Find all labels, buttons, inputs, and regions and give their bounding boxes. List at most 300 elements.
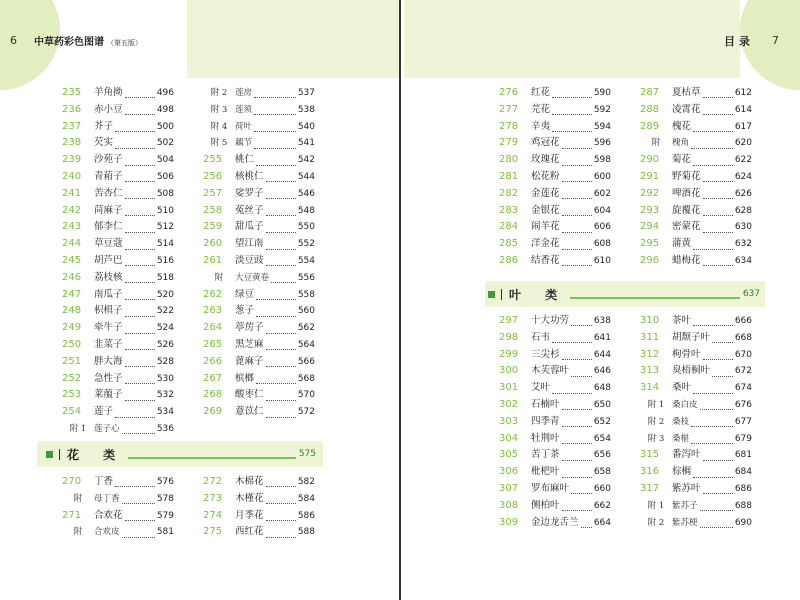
- entry-name: 桑叶: [672, 382, 692, 394]
- entry-page: 672: [734, 366, 752, 377]
- section-header-leaves[interactable]: [488, 283, 760, 305]
- entry-number: 249: [62, 322, 82, 334]
- toc-entry[interactable]: [640, 85, 752, 102]
- toc-entry[interactable]: [62, 186, 174, 203]
- entry-page: 686: [734, 483, 752, 494]
- entry-appendix-label: 附 4: [210, 121, 228, 132]
- entry-page: 548: [297, 205, 315, 216]
- toc-entry[interactable]: [62, 404, 174, 421]
- section-header-flowers[interactable]: [46, 443, 316, 465]
- entry-page: 566: [297, 356, 315, 367]
- toc-entry[interactable]: [203, 387, 315, 404]
- toc-entry[interactable]: [499, 85, 611, 102]
- toc-entry[interactable]: [640, 380, 752, 397]
- toc-entry[interactable]: [640, 313, 752, 330]
- entry-number: 254: [62, 406, 82, 418]
- dot-leader: [703, 172, 733, 182]
- header-band: [404, 0, 740, 78]
- dot-leader: [266, 391, 296, 401]
- section-marker-icon: [488, 291, 495, 298]
- entry-number: 296: [640, 254, 660, 266]
- dot-leader: [254, 139, 296, 149]
- toc-entry[interactable]: [499, 186, 611, 203]
- entry-page: 558: [297, 289, 315, 300]
- toc-entry[interactable]: [203, 337, 315, 354]
- toc-entry[interactable]: [640, 481, 752, 498]
- dot-leader: [266, 357, 296, 367]
- dot-leader: [581, 518, 592, 528]
- section-title: 花 类: [67, 447, 126, 462]
- entry-name: 金莲花: [531, 187, 560, 199]
- toc-entry[interactable]: [203, 354, 315, 371]
- entry-name: 芥子: [94, 120, 114, 132]
- entry-number: 241: [62, 187, 82, 199]
- right-page: [400, 0, 800, 600]
- toc-entry[interactable]: [499, 380, 611, 397]
- entry-name: 桃仁: [235, 154, 255, 166]
- entry-number: 317: [640, 482, 660, 494]
- toc-entry[interactable]: [640, 169, 752, 186]
- entry-page: 526: [156, 339, 174, 350]
- dot-leader: [256, 374, 296, 384]
- dot-leader: [562, 156, 592, 166]
- toc-entry[interactable]: [499, 203, 611, 220]
- toc-column: [499, 85, 611, 270]
- toc-title: 目 录: [724, 35, 750, 48]
- dot-leader: [693, 156, 733, 166]
- page-number: 7: [772, 34, 779, 47]
- entry-number: 277: [499, 103, 519, 115]
- dot-leader: [254, 88, 296, 98]
- toc-entry[interactable]: [203, 219, 315, 236]
- toc-entry[interactable]: [62, 135, 174, 152]
- dot-leader: [700, 501, 733, 511]
- entry-name: 野菊花: [672, 170, 701, 182]
- section-page: 637: [742, 289, 760, 299]
- entry-number: 236: [62, 103, 82, 115]
- dot-leader: [703, 256, 733, 266]
- entry-number: 300: [499, 365, 519, 377]
- toc-entry[interactable]: [62, 253, 174, 270]
- dot-leader: [691, 434, 733, 444]
- toc-entry[interactable]: [499, 119, 611, 136]
- entry-page: 588: [297, 527, 315, 538]
- toc-entry[interactable]: [203, 474, 315, 491]
- toc-entry[interactable]: [499, 313, 611, 330]
- toc-entry[interactable]: [62, 236, 174, 253]
- entry-page: 602: [593, 188, 611, 199]
- entry-page: 564: [297, 339, 315, 350]
- toc-entry[interactable]: [640, 515, 752, 532]
- entry-page: 596: [593, 138, 611, 149]
- toc-entry[interactable]: [62, 303, 174, 320]
- toc-entry[interactable]: [640, 152, 752, 169]
- entry-name: 木槿花: [235, 492, 264, 504]
- toc-entry[interactable]: [203, 169, 315, 186]
- entry-number: 312: [640, 348, 660, 360]
- entry-number: 251: [62, 355, 82, 367]
- toc-entry[interactable]: [640, 219, 752, 236]
- toc-entry[interactable]: [499, 102, 611, 119]
- entry-number: 311: [640, 331, 660, 343]
- entry-name: 大豆黄卷: [235, 272, 270, 283]
- dot-leader: [256, 307, 296, 317]
- toc-entry[interactable]: [640, 464, 752, 481]
- toc-entry[interactable]: [640, 431, 752, 448]
- dot-leader: [125, 172, 155, 182]
- toc-entry[interactable]: [203, 371, 315, 388]
- entry-name: 桑椹: [672, 433, 690, 444]
- entry-number: 303: [499, 415, 519, 427]
- toc-entry[interactable]: [499, 464, 611, 481]
- entry-page: 586: [297, 510, 315, 521]
- toc-entry[interactable]: [640, 498, 752, 515]
- toc-entry[interactable]: [62, 524, 174, 541]
- entry-number: 256: [203, 170, 223, 182]
- entry-name: 菊花: [672, 154, 692, 166]
- dot-leader: [562, 501, 592, 511]
- toc-column: [62, 85, 174, 438]
- toc-entry[interactable]: [499, 169, 611, 186]
- toc-entry[interactable]: [62, 287, 174, 304]
- toc-entry[interactable]: [499, 481, 611, 498]
- dot-leader: [115, 477, 155, 487]
- entry-name: 羊角拗: [94, 87, 123, 98]
- toc-entry[interactable]: [499, 330, 611, 347]
- dot-leader: [125, 156, 155, 166]
- entry-appendix-label: 附 2: [647, 517, 665, 528]
- dot-leader: [125, 206, 155, 216]
- entry-number: 269: [203, 406, 223, 418]
- toc-entry[interactable]: [203, 320, 315, 337]
- toc-entry[interactable]: [203, 102, 315, 119]
- dot-leader: [552, 105, 592, 115]
- toc-entry[interactable]: [499, 236, 611, 253]
- entry-page: 508: [156, 188, 174, 199]
- entry-number: 294: [640, 221, 660, 233]
- entry-number: 279: [499, 137, 519, 149]
- entry-number: 235: [62, 87, 82, 98]
- entry-page: 690: [734, 517, 752, 528]
- header-band: [187, 0, 400, 78]
- toc-entry[interactable]: [203, 287, 315, 304]
- dot-leader: [125, 391, 155, 401]
- entry-page: 612: [734, 88, 752, 98]
- entry-appendix-label: 附 1: [647, 500, 665, 511]
- toc-entry[interactable]: [62, 371, 174, 388]
- toc-entry[interactable]: [499, 363, 611, 380]
- entry-page: 624: [734, 171, 752, 182]
- entry-page: 544: [297, 171, 315, 182]
- toc-entry[interactable]: [62, 508, 174, 525]
- toc-entry[interactable]: [640, 119, 752, 136]
- toc-entry[interactable]: [203, 135, 315, 152]
- toc-entry[interactable]: [499, 515, 611, 532]
- toc-entry[interactable]: [62, 102, 174, 119]
- entry-appendix-label: 附 3: [647, 433, 665, 444]
- toc-entry[interactable]: [62, 169, 174, 186]
- entry-number: 246: [62, 271, 82, 283]
- toc-entry[interactable]: [640, 363, 752, 380]
- entry-page: 584: [297, 493, 315, 504]
- entry-page: 617: [734, 121, 752, 132]
- entry-number: 285: [499, 238, 519, 250]
- toc-entry[interactable]: [62, 119, 174, 136]
- entry-number: 282: [499, 187, 519, 199]
- entry-number: 288: [640, 103, 660, 115]
- toc-entry[interactable]: [640, 102, 752, 119]
- entry-number: 268: [203, 389, 223, 401]
- toc-entry[interactable]: [499, 347, 611, 364]
- toc-entry[interactable]: [499, 498, 611, 515]
- entry-number: 260: [203, 238, 223, 250]
- toc-entry[interactable]: [203, 119, 315, 136]
- entry-page: 598: [593, 155, 611, 166]
- dot-leader: [552, 122, 592, 132]
- entry-page: 582: [297, 477, 315, 487]
- toc-entry[interactable]: [203, 404, 315, 421]
- entry-name: 葱子: [235, 305, 255, 317]
- entry-number: 290: [640, 154, 660, 166]
- entry-number: 275: [203, 526, 223, 538]
- entry-name: 蓖麻子: [235, 355, 264, 367]
- entry-page: 664: [593, 517, 611, 528]
- entry-number: 257: [203, 187, 223, 199]
- toc-entry[interactable]: [499, 431, 611, 448]
- entry-number: 278: [499, 120, 519, 132]
- dot-leader: [562, 240, 592, 250]
- entry-name: 藕节: [235, 138, 253, 149]
- entry-name: 红花: [531, 87, 551, 98]
- toc-entry[interactable]: [203, 186, 315, 203]
- toc-entry[interactable]: [62, 152, 174, 169]
- entry-name: 胖大海: [94, 355, 123, 367]
- toc-entry[interactable]: [62, 320, 174, 337]
- entry-number: 315: [640, 449, 660, 461]
- entry-number: 238: [62, 137, 82, 149]
- entry-page: 676: [734, 399, 752, 410]
- entry-number: 284: [499, 221, 519, 233]
- entry-page: 542: [297, 155, 315, 166]
- toc-entry[interactable]: [203, 253, 315, 270]
- toc-entry[interactable]: [203, 508, 315, 525]
- entry-number: 267: [203, 372, 223, 384]
- dot-leader: [266, 511, 296, 521]
- entry-number: 274: [203, 509, 223, 521]
- dot-leader: [562, 172, 592, 182]
- section-marker-icon: [46, 451, 53, 458]
- dot-leader: [125, 240, 155, 250]
- entry-appendix-label: 附: [651, 138, 661, 149]
- entry-number: 287: [640, 87, 660, 98]
- toc-entry[interactable]: [203, 270, 315, 287]
- toc-entry[interactable]: [640, 447, 752, 464]
- entry-page: 600: [593, 171, 611, 182]
- entry-number: 266: [203, 355, 223, 367]
- entry-page: 677: [734, 416, 752, 427]
- entry-name: 臭梧桐叶: [672, 365, 711, 377]
- entry-page: 620: [734, 138, 752, 149]
- dot-leader: [700, 518, 733, 528]
- toc-entry[interactable]: [640, 186, 752, 203]
- entry-name: 闹羊花: [531, 221, 560, 233]
- entry-name: 结香花: [531, 254, 560, 266]
- entry-page: 610: [593, 255, 611, 266]
- toc-entry[interactable]: [62, 474, 174, 491]
- entry-page: 641: [593, 332, 611, 343]
- entry-page: 550: [297, 222, 315, 233]
- entry-name: 牡荆叶: [531, 432, 560, 444]
- entry-number: 301: [499, 382, 519, 394]
- dot-leader: [703, 105, 733, 115]
- toc-entry[interactable]: [499, 135, 611, 152]
- entry-name: 丁香: [94, 476, 114, 487]
- entry-name: 甜瓜子: [235, 221, 264, 233]
- entry-page: 644: [593, 349, 611, 360]
- entry-appendix-label: 附: [73, 527, 83, 538]
- entry-name: 金银花: [531, 204, 560, 216]
- entry-page: 684: [734, 467, 752, 478]
- entry-page: 581: [156, 527, 174, 538]
- entry-number: 265: [203, 338, 223, 350]
- entry-number: 306: [499, 466, 519, 478]
- entry-number: 255: [203, 154, 223, 166]
- dot-leader: [703, 88, 733, 98]
- toc-entry[interactable]: [203, 236, 315, 253]
- entry-page: 632: [734, 239, 752, 250]
- entry-page: 670: [734, 349, 752, 360]
- entry-name: 桑白皮: [672, 399, 698, 410]
- toc-entry[interactable]: [640, 236, 752, 253]
- dot-leader: [125, 223, 155, 233]
- toc-entry[interactable]: [640, 253, 752, 270]
- dot-leader: [693, 468, 733, 478]
- entry-page: 688: [734, 500, 752, 511]
- entry-name: 番泻叶: [672, 449, 701, 461]
- dot-leader: [266, 324, 296, 334]
- page-number: 6: [10, 34, 17, 47]
- toc-entry[interactable]: [203, 85, 315, 102]
- entry-page: 534: [156, 407, 174, 418]
- entry-page: 622: [734, 155, 752, 166]
- entry-number: 299: [499, 348, 519, 360]
- entry-name: 核桃仁: [235, 170, 264, 182]
- toc-entry[interactable]: [62, 491, 174, 508]
- toc-entry[interactable]: [640, 397, 752, 414]
- dot-leader: [254, 105, 296, 115]
- entry-appendix-label: 附 2: [647, 416, 665, 427]
- entry-number: 253: [62, 389, 82, 401]
- entry-name: 葶苈子: [235, 322, 264, 334]
- toc-entry[interactable]: [62, 219, 174, 236]
- entry-page: 614: [734, 104, 752, 115]
- toc-entry[interactable]: [499, 152, 611, 169]
- dot-leader: [271, 273, 296, 283]
- dot-leader: [266, 256, 296, 266]
- entry-page: 674: [734, 383, 752, 394]
- dot-leader: [115, 122, 155, 132]
- entry-number: 259: [203, 221, 223, 233]
- toc-entry[interactable]: [62, 85, 174, 102]
- toc-entry[interactable]: [499, 219, 611, 236]
- entry-page: 528: [156, 356, 174, 367]
- toc-entry[interactable]: [499, 414, 611, 431]
- toc-entry[interactable]: [203, 203, 315, 220]
- toc-entry[interactable]: [640, 135, 752, 152]
- toc-entry[interactable]: [62, 203, 174, 220]
- toc-entry[interactable]: [203, 152, 315, 169]
- toc-entry[interactable]: [640, 330, 752, 347]
- toc-entry[interactable]: [640, 203, 752, 220]
- toc-entry[interactable]: [62, 421, 174, 438]
- entry-name: 莲房: [235, 88, 253, 98]
- dot-leader: [266, 477, 296, 487]
- dot-leader: [125, 189, 155, 199]
- dot-leader: [693, 122, 733, 132]
- entry-name: 莲须: [235, 104, 253, 115]
- toc-entry[interactable]: [203, 524, 315, 541]
- toc-entry[interactable]: [62, 270, 174, 287]
- dot-leader: [571, 484, 592, 494]
- entry-page: 594: [593, 121, 611, 132]
- entry-number: 244: [62, 238, 82, 250]
- dot-leader: [266, 172, 296, 182]
- toc-entry[interactable]: [499, 447, 611, 464]
- entry-page: 510: [156, 205, 174, 216]
- entry-number: 308: [499, 499, 519, 511]
- entry-page: 638: [593, 316, 611, 326]
- entry-name: 枳椇子: [94, 305, 123, 317]
- toc-entry[interactable]: [640, 347, 752, 364]
- toc-entry[interactable]: [62, 387, 174, 404]
- entry-name: 淡豆豉: [235, 254, 264, 266]
- entry-name: 郁李仁: [94, 221, 123, 233]
- entry-name: 蒲黄: [672, 238, 692, 250]
- entry-name: 蜡梅花: [672, 254, 701, 266]
- entry-number: 309: [499, 516, 519, 528]
- entry-name: 桑枝: [672, 416, 690, 427]
- entry-name: 望江南: [235, 238, 264, 250]
- dot-leader: [125, 511, 155, 521]
- entry-page: 681: [734, 450, 752, 461]
- entry-name: 合欢花: [94, 509, 123, 521]
- toc-entry[interactable]: [499, 397, 611, 414]
- entry-name: 莲子心: [94, 423, 120, 434]
- entry-number: 292: [640, 187, 660, 199]
- toc-entry[interactable]: [203, 303, 315, 320]
- dot-leader: [266, 240, 296, 250]
- entry-name: 三尖杉: [531, 348, 560, 360]
- entry-page: 590: [593, 88, 611, 98]
- entry-name: 黑芝麻: [235, 338, 264, 350]
- toc-column: [499, 313, 611, 531]
- entry-number: 302: [499, 398, 519, 410]
- entry-name: 十大功劳: [531, 315, 570, 326]
- entry-number: 310: [640, 315, 660, 326]
- toc-entry[interactable]: [203, 491, 315, 508]
- entry-page: 512: [156, 222, 174, 233]
- entry-name: 莲子: [94, 406, 114, 418]
- entry-page: 666: [734, 316, 752, 326]
- entry-name: 娑罗子: [235, 187, 264, 199]
- entry-page: 604: [593, 205, 611, 216]
- entry-name: 赤小豆: [94, 103, 123, 115]
- toc-entry[interactable]: [640, 414, 752, 431]
- dot-leader: [125, 105, 155, 115]
- toc-entry[interactable]: [62, 354, 174, 371]
- toc-entry[interactable]: [499, 253, 611, 270]
- toc-entry[interactable]: [62, 337, 174, 354]
